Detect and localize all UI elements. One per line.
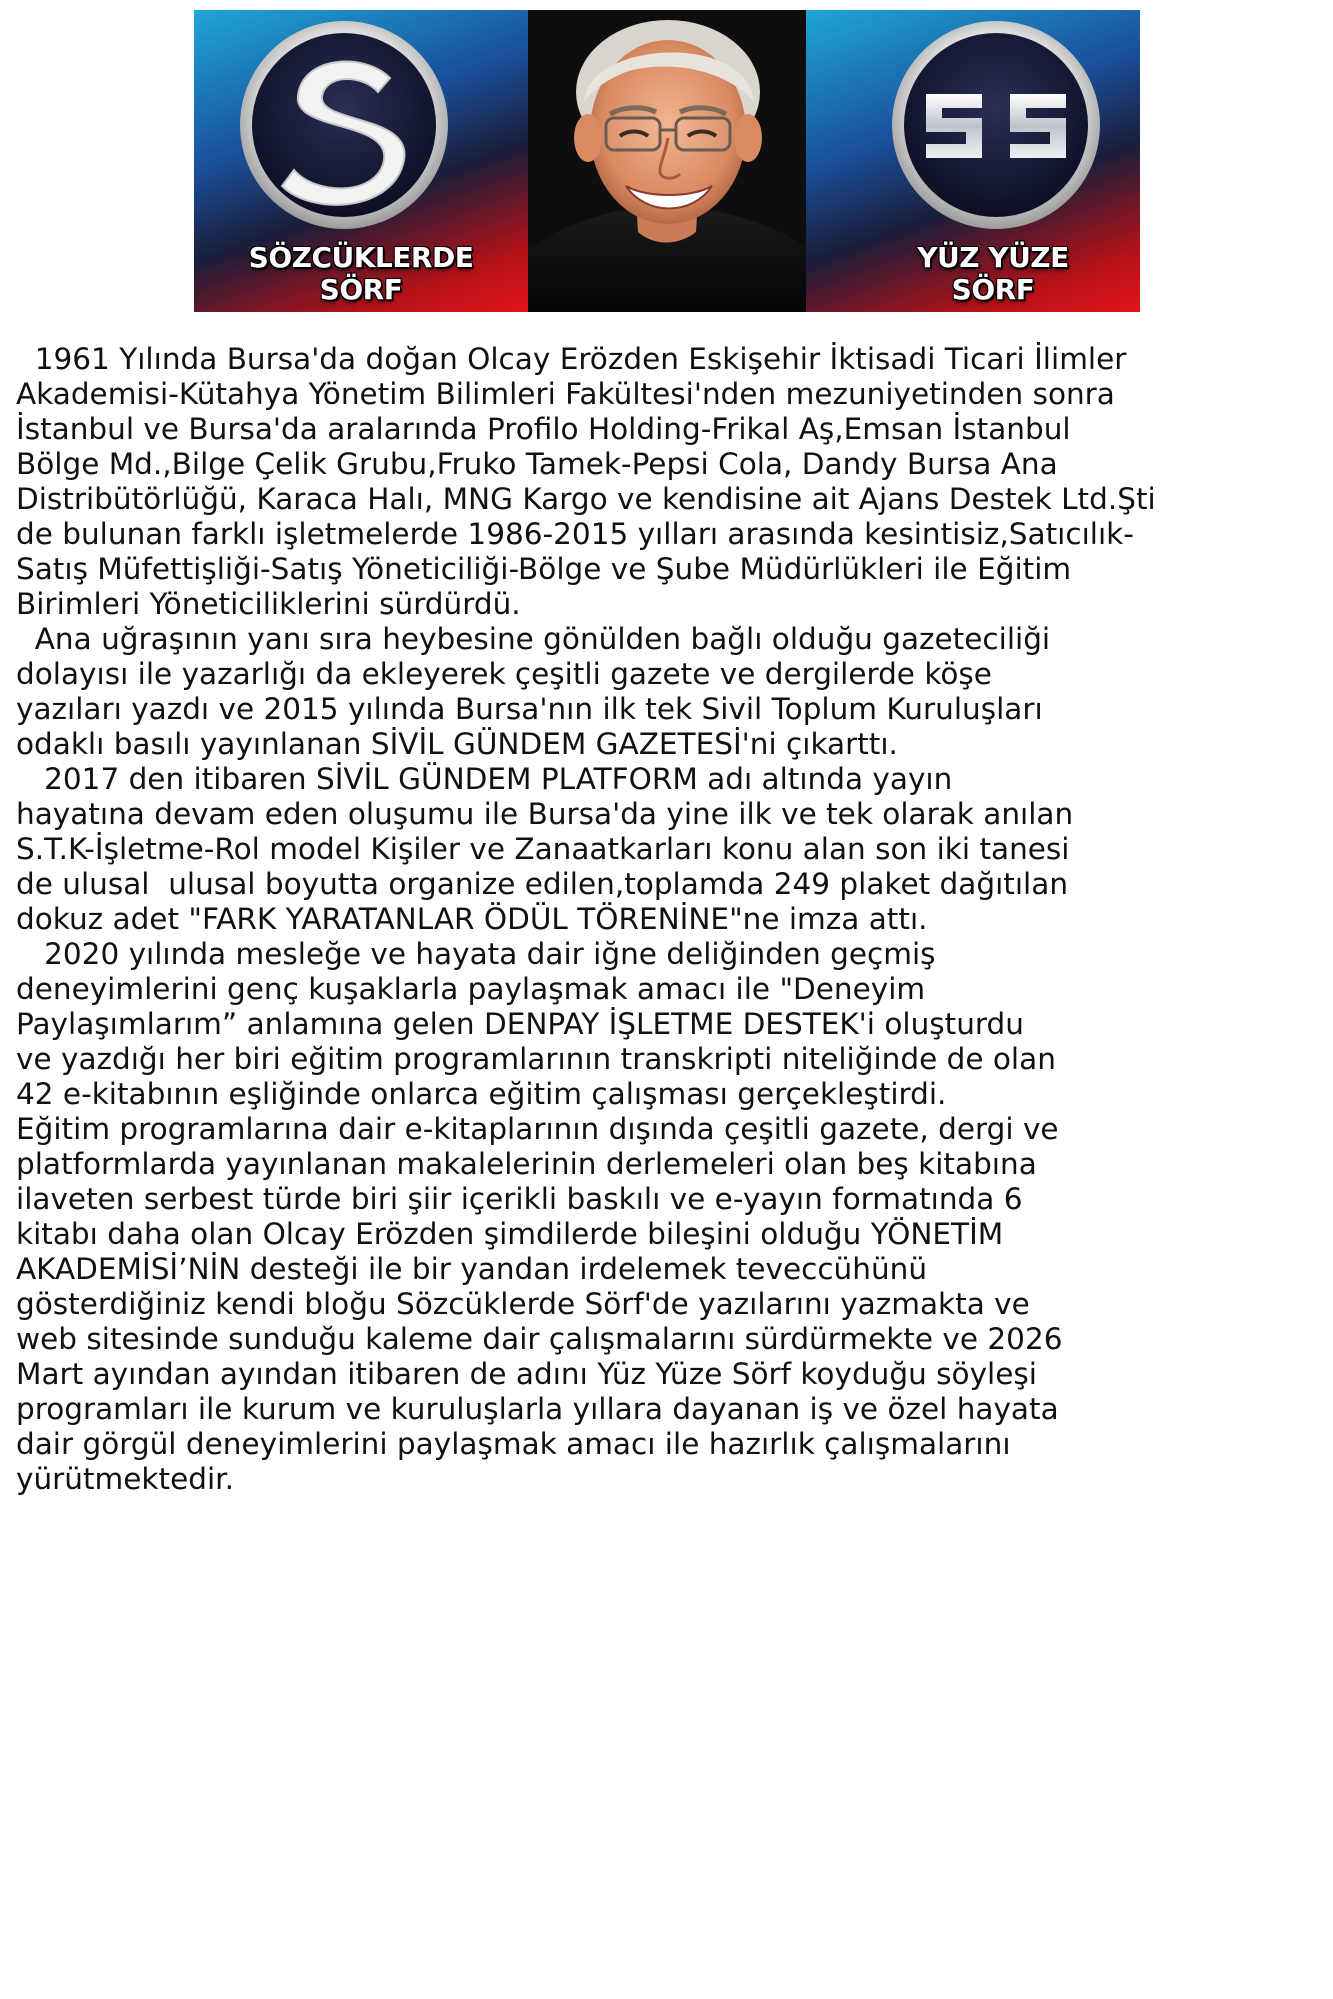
- bio-line: kitabı daha olan Olcay Erözden şimdilerde bileşini olduğu YÖNETİM: [16, 1217, 1004, 1251]
- bio-line: Birimleri Yöneticiliklerini sürdürdü.: [16, 587, 521, 621]
- bio-line: deneyimlerini genç kuşaklarla paylaşmak amacı ile "Deneyim: [16, 972, 926, 1006]
- sozcuklerde-sorf-logo: [194, 10, 528, 312]
- header-banner: [194, 10, 1140, 312]
- bio-line: AKADEMİSİ’NİN desteği ile bir yandan irdelemek teveccühünü: [16, 1252, 928, 1286]
- bio-line: web sitesinde sunduğu kaleme dair çalışmalarını sürdürmekte ve 2026: [16, 1322, 1063, 1356]
- portrait-illustration: [528, 10, 806, 312]
- bio-line: de bulunan farklı işletmelerde 1986-2015 yılları arasında kesintisiz,Satıcılık-: [16, 517, 1134, 551]
- left-caption-line1: SÖZCÜKLERDE: [248, 241, 474, 274]
- bio-line: S.T.K-İşletme-Rol model Kişiler ve Zanaatkarları konu alan son iki tanesi: [16, 832, 1070, 866]
- bio-line: Akademisi-Kütahya Yönetim Bilimleri Fakültesi'nden mezuniyetinden sonra: [16, 377, 1115, 411]
- bio-line: yazıları yazdı ve 2015 yılında Bursa'nın ilk tek Sivil Toplum Kuruluşları: [16, 692, 1043, 726]
- bio-line: odaklı basılı yayınlanan SİVİL GÜNDEM GAZETESİ'ni çıkarttı.: [16, 727, 898, 761]
- bio-line: Mart ayından ayından itibaren de adını Yüz Yüze Sörf koyduğu söyleşi: [16, 1357, 1037, 1391]
- bio-line: Eğitim programlarına dair e-kitaplarının dışında çeşitli gazete, dergi ve: [16, 1112, 1059, 1146]
- bio-line: İstanbul ve Bursa'da aralarında Profilo Holding-Frikal Aş,Emsan İstanbul: [16, 412, 1071, 446]
- bio-paragraph: [16, 762, 1321, 937]
- bio-line: hayatına devam eden oluşumu ile Bursa'da yine ilk ve tek olarak anılan: [16, 797, 1074, 831]
- right-caption-line2: SÖRF: [951, 273, 1035, 306]
- bio-line: Paylaşımlarım” anlamına gelen DENPAY İŞLETME DESTEK'i oluşturdu: [16, 1007, 1024, 1041]
- author-portrait: [528, 10, 806, 312]
- left-caption-line2: SÖRF: [319, 273, 403, 306]
- left-logo-caption: [194, 242, 528, 306]
- bio-paragraph: [16, 622, 1321, 762]
- biography-text: [16, 342, 1321, 1497]
- bio-line: ilaveten serbest türde biri şiir içerikli baskılı ve e-yayın formatında 6: [16, 1182, 1023, 1216]
- bio-line: 1961 Yılında Bursa'da doğan Olcay Erözden Eskişehir İktisadi Ticari İlimler: [16, 342, 1127, 376]
- bio-paragraph: [16, 937, 1321, 1497]
- bio-line: Bölge Md.,Bilge Çelik Grubu,Fruko Tamek-Pepsi Cola, Dandy Bursa Ana: [16, 447, 1058, 481]
- bio-line: dolayısı ile yazarlığı da ekleyerek çeşitli gazete ve dergilerde köşe: [16, 657, 992, 691]
- bio-line: 2020 yılında mesleğe ve hayata dair iğne deliğinden geçmiş: [16, 937, 936, 971]
- bio-line: ve yazdığı her biri eğitim programlarının transkripti niteliğinde de olan: [16, 1042, 1056, 1076]
- bio-line: 42 e-kitabının eşliğinde onlarca eğitim çalışması gerçekleştirdi.: [16, 1077, 947, 1111]
- bio-paragraph: [16, 342, 1321, 622]
- bio-line: yürütmektedir.: [16, 1462, 234, 1496]
- right-caption-line1: YÜZ YÜZE: [917, 241, 1069, 274]
- bio-line: de ulusal ulusal boyutta organize edilen,toplamda 249 plaket dağıtılan: [16, 867, 1069, 901]
- bio-line: dokuz adet "FARK YARATANLAR ÖDÜL TÖRENİNE"ne imza attı.: [16, 902, 928, 936]
- yuz-yuze-sorf-logo: [806, 10, 1140, 312]
- bio-line: Distribütörlüğü, Karaca Halı, MNG Kargo ve kendisine ait Ajans Destek Ltd.Şti: [16, 482, 1156, 516]
- bio-line: 2017 den itibaren SİVİL GÜNDEM PLATFORM adı altında yayın: [16, 762, 953, 796]
- bio-line: Ana uğraşının yanı sıra heybesine gönülden bağlı olduğu gazeteciliği: [16, 622, 1051, 656]
- bio-line: gösterdiğiniz kendi bloğu Sözcüklerde Sörf'de yazılarını yazmakta ve: [16, 1287, 1030, 1321]
- bio-line: dair görgül deneyimlerini paylaşmak amacı ile hazırlık çalışmalarını: [16, 1427, 1011, 1461]
- right-logo-caption: [846, 242, 1140, 306]
- bio-line: Satış Müfettişliği-Satış Yöneticiliği-Bölge ve Şube Müdürlükleri ile Eğitim: [16, 552, 1072, 586]
- bio-line: programları ile kurum ve kuruluşlarla yıllara dayanan iş ve özel hayata: [16, 1392, 1059, 1426]
- bio-line: platformlarda yayınlanan makalelerinin derlemeleri olan beş kitabına: [16, 1147, 1037, 1181]
